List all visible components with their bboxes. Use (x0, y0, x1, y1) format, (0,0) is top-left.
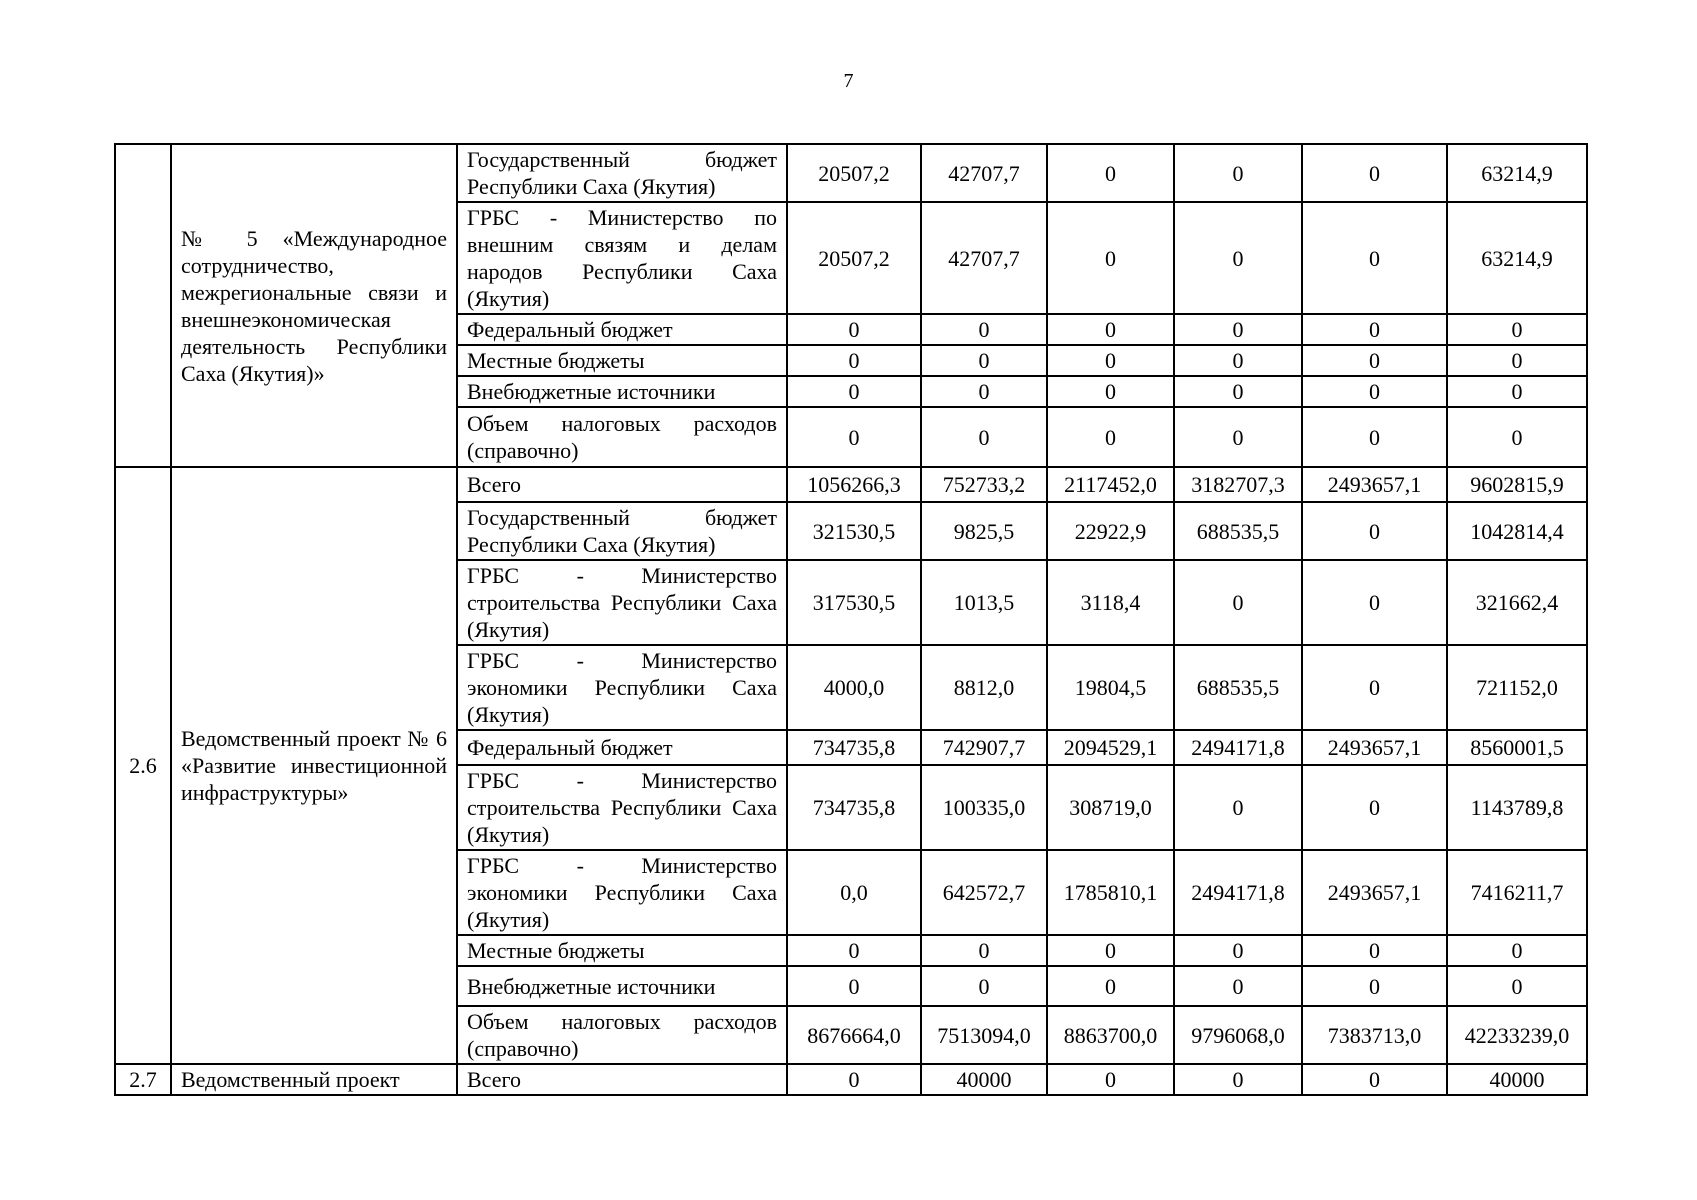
amount-cell: 0 (1302, 314, 1447, 345)
funding-source: ГРБС - Министерство по внешним связям и делам народов Республики Саха (Якутия) (457, 202, 787, 314)
amount-cell: 20507,2 (787, 202, 921, 314)
amount-cell: 0 (921, 376, 1047, 407)
amount-cell: 63214,9 (1447, 202, 1587, 314)
amount-cell: 0 (1047, 376, 1174, 407)
amount-cell: 0 (1174, 345, 1302, 376)
amount-cell: 0 (1302, 345, 1447, 376)
amount-cell: 0 (1174, 966, 1302, 1006)
amount-cell: 0 (1174, 560, 1302, 645)
amount-cell: 0 (921, 966, 1047, 1006)
amount-cell: 1785810,1 (1047, 850, 1174, 935)
funding-source: Всего (457, 1064, 787, 1095)
amount-cell: 0,0 (787, 850, 921, 935)
amount-cell: 1042814,4 (1447, 502, 1587, 560)
funding-source: ГРБС - Министерство строительства Республики Саха (Якутия) (457, 560, 787, 645)
amount-cell: 0 (787, 407, 921, 467)
amount-cell: 0 (1174, 144, 1302, 202)
table-row (115, 1064, 1587, 1095)
amount-cell: 0 (1302, 407, 1447, 467)
amount-cell: 2494171,8 (1174, 730, 1302, 765)
amount-cell: 0 (1174, 202, 1302, 314)
amount-cell: 0 (1302, 765, 1447, 850)
section-number: 2.7 (115, 1064, 171, 1095)
budget-table (114, 143, 1588, 1096)
amount-cell: 2493657,1 (1302, 467, 1447, 502)
amount-cell: 2117452,0 (1047, 467, 1174, 502)
amount-cell: 3182707,3 (1174, 467, 1302, 502)
amount-cell: 0 (1302, 144, 1447, 202)
funding-source: Внебюджетные источники (457, 966, 787, 1006)
amount-cell: 0 (1174, 935, 1302, 966)
amount-cell: 1056266,3 (787, 467, 921, 502)
amount-cell: 8676664,0 (787, 1006, 921, 1064)
amount-cell: 4000,0 (787, 645, 921, 730)
amount-cell: 0 (1302, 935, 1447, 966)
funding-source: Всего (457, 467, 787, 502)
amount-cell: 0 (787, 935, 921, 966)
project-name: Ведомственный проект (171, 1064, 457, 1095)
project-name: № 5 «Международное сотрудничество, межрегиональные связи и внешнеэкономическая деятельность Республики Саха (Якутия)» (171, 144, 457, 467)
amount-cell: 0 (1302, 202, 1447, 314)
amount-cell: 7416211,7 (1447, 850, 1587, 935)
funding-source: Федеральный бюджет (457, 314, 787, 345)
amount-cell: 0 (1174, 1064, 1302, 1095)
amount-cell: 0 (1174, 407, 1302, 467)
amount-cell: 42707,7 (921, 144, 1047, 202)
amount-cell: 22922,9 (1047, 502, 1174, 560)
amount-cell: 42233239,0 (1447, 1006, 1587, 1064)
amount-cell: 0 (1302, 1064, 1447, 1095)
amount-cell: 0 (1047, 407, 1174, 467)
section-number (115, 144, 171, 467)
amount-cell: 0 (1447, 376, 1587, 407)
amount-cell: 0 (787, 314, 921, 345)
amount-cell: 3118,4 (1047, 560, 1174, 645)
amount-cell: 742907,7 (921, 730, 1047, 765)
amount-cell: 9796068,0 (1174, 1006, 1302, 1064)
funding-source: ГРБС - Министерство экономики Республики Саха (Якутия) (457, 645, 787, 730)
amount-cell: 0 (1047, 345, 1174, 376)
amount-cell: 0 (1447, 966, 1587, 1006)
amount-cell: 0 (1047, 935, 1174, 966)
table-row (115, 144, 1587, 202)
amount-cell: 0 (787, 966, 921, 1006)
amount-cell: 0 (1047, 314, 1174, 345)
amount-cell: 734735,8 (787, 765, 921, 850)
amount-cell: 0 (1447, 407, 1587, 467)
funding-source: Местные бюджеты (457, 935, 787, 966)
amount-cell: 317530,5 (787, 560, 921, 645)
amount-cell: 8863700,0 (1047, 1006, 1174, 1064)
amount-cell: 0 (1302, 560, 1447, 645)
funding-source: Объем налоговых расходов (справочно) (457, 407, 787, 467)
funding-source: Внебюджетные источники (457, 376, 787, 407)
amount-cell: 0 (1174, 376, 1302, 407)
amount-cell: 0 (921, 314, 1047, 345)
funding-source: ГРБС - Министерство экономики Республики Саха (Якутия) (457, 850, 787, 935)
amount-cell: 0 (1047, 966, 1174, 1006)
amount-cell: 63214,9 (1447, 144, 1587, 202)
amount-cell: 0 (921, 407, 1047, 467)
amount-cell: 642572,7 (921, 850, 1047, 935)
amount-cell: 0 (1302, 966, 1447, 1006)
page-number: 7 (843, 70, 854, 92)
amount-cell: 9825,5 (921, 502, 1047, 560)
amount-cell: 9602815,9 (1447, 467, 1587, 502)
amount-cell: 1013,5 (921, 560, 1047, 645)
amount-cell: 0 (787, 376, 921, 407)
amount-cell: 7513094,0 (921, 1006, 1047, 1064)
amount-cell: 40000 (1447, 1064, 1587, 1095)
amount-cell: 752733,2 (921, 467, 1047, 502)
amount-cell: 688535,5 (1174, 502, 1302, 560)
amount-cell: 0 (1302, 502, 1447, 560)
amount-cell: 0 (921, 935, 1047, 966)
amount-cell: 0 (1447, 935, 1587, 966)
amount-cell: 0 (1447, 314, 1587, 345)
amount-cell: 2493657,1 (1302, 730, 1447, 765)
amount-cell: 0 (1302, 645, 1447, 730)
amount-cell: 0 (1447, 345, 1587, 376)
funding-source: Федеральный бюджет (457, 730, 787, 765)
amount-cell: 0 (787, 345, 921, 376)
amount-cell: 1143789,8 (1447, 765, 1587, 850)
funding-source: Государственный бюджет Республики Саха (Якутия) (457, 144, 787, 202)
amount-cell: 20507,2 (787, 144, 921, 202)
amount-cell: 688535,5 (1174, 645, 1302, 730)
section-number: 2.6 (115, 467, 171, 1064)
project-name: Ведомственный проект № 6 «Развитие инвестиционной инфраструктуры» (171, 467, 457, 1064)
funding-source: Объем налоговых расходов (справочно) (457, 1006, 787, 1064)
amount-cell: 308719,0 (1047, 765, 1174, 850)
amount-cell: 0 (921, 345, 1047, 376)
amount-cell: 0 (1302, 376, 1447, 407)
amount-cell: 0 (1047, 144, 1174, 202)
amount-cell: 100335,0 (921, 765, 1047, 850)
amount-cell: 321662,4 (1447, 560, 1587, 645)
amount-cell: 0 (1047, 202, 1174, 314)
amount-cell: 0 (1174, 314, 1302, 345)
funding-source: Местные бюджеты (457, 345, 787, 376)
amount-cell: 8560001,5 (1447, 730, 1587, 765)
amount-cell: 2094529,1 (1047, 730, 1174, 765)
amount-cell: 19804,5 (1047, 645, 1174, 730)
amount-cell: 2493657,1 (1302, 850, 1447, 935)
amount-cell: 40000 (921, 1064, 1047, 1095)
amount-cell: 8812,0 (921, 645, 1047, 730)
amount-cell: 0 (787, 1064, 921, 1095)
amount-cell: 42707,7 (921, 202, 1047, 314)
amount-cell: 7383713,0 (1302, 1006, 1447, 1064)
funding-source: Государственный бюджет Республики Саха (Якутия) (457, 502, 787, 560)
amount-cell: 2494171,8 (1174, 850, 1302, 935)
amount-cell: 0 (1047, 1064, 1174, 1095)
amount-cell: 734735,8 (787, 730, 921, 765)
funding-source: ГРБС - Министерство строительства Республики Саха (Якутия) (457, 765, 787, 850)
amount-cell: 721152,0 (1447, 645, 1587, 730)
table-row (115, 467, 1587, 502)
amount-cell: 0 (1174, 765, 1302, 850)
amount-cell: 321530,5 (787, 502, 921, 560)
